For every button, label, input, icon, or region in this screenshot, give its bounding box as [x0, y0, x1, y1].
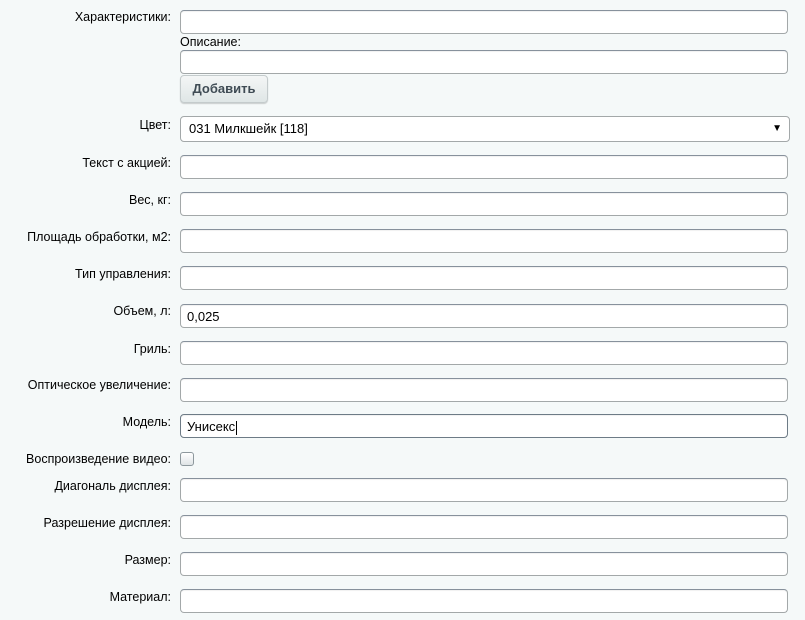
promo-text-label: Текст с акцией:	[82, 156, 171, 170]
volume-label: Объем, л:	[113, 304, 171, 318]
color-selected-value: 031 Милкшейк [118]	[189, 121, 308, 136]
display-diagonal-input[interactable]	[180, 478, 788, 502]
model-input-value: Унисекс	[187, 419, 236, 434]
color-select[interactable]	[180, 116, 790, 142]
size-input[interactable]	[180, 552, 788, 576]
control-type-input[interactable]	[180, 266, 788, 290]
optical-zoom-input[interactable]	[180, 378, 788, 402]
add-button[interactable]: Добавить	[180, 75, 268, 103]
volume-input[interactable]: 0,025	[180, 304, 788, 328]
color-label: Цвет:	[139, 118, 171, 132]
display-resolution-input[interactable]	[180, 515, 788, 539]
weight-input[interactable]	[180, 192, 788, 216]
grill-input[interactable]	[180, 341, 788, 365]
grill-label: Гриль:	[133, 342, 171, 356]
description-label: Описание:	[180, 35, 241, 49]
weight-label: Вес, кг:	[129, 193, 171, 207]
characteristics-input[interactable]	[180, 10, 788, 34]
area-input[interactable]	[180, 229, 788, 253]
control-type-label: Тип управления:	[75, 267, 171, 281]
promo-text-input[interactable]	[180, 155, 788, 179]
video-playback-label: Воспроизведение видео:	[26, 452, 171, 466]
material-input[interactable]	[180, 589, 788, 613]
description-input[interactable]	[180, 50, 788, 74]
video-playback-checkbox[interactable]	[180, 452, 194, 466]
size-label: Размер:	[124, 553, 171, 567]
display-resolution-label: Разрешение дисплея:	[43, 516, 171, 530]
model-label: Модель:	[122, 415, 171, 429]
display-diagonal-label: Диагональ дисплея:	[54, 479, 171, 493]
optical-zoom-label: Оптическое увеличение:	[27, 378, 171, 392]
text-caret	[236, 421, 237, 435]
model-input[interactable]	[180, 414, 788, 438]
area-label: Площадь обработки, м2:	[27, 230, 171, 244]
material-label: Материал:	[109, 590, 171, 604]
dropdown-arrow-icon: ▼	[772, 123, 782, 134]
characteristics-label: Характеристики:	[74, 10, 171, 24]
